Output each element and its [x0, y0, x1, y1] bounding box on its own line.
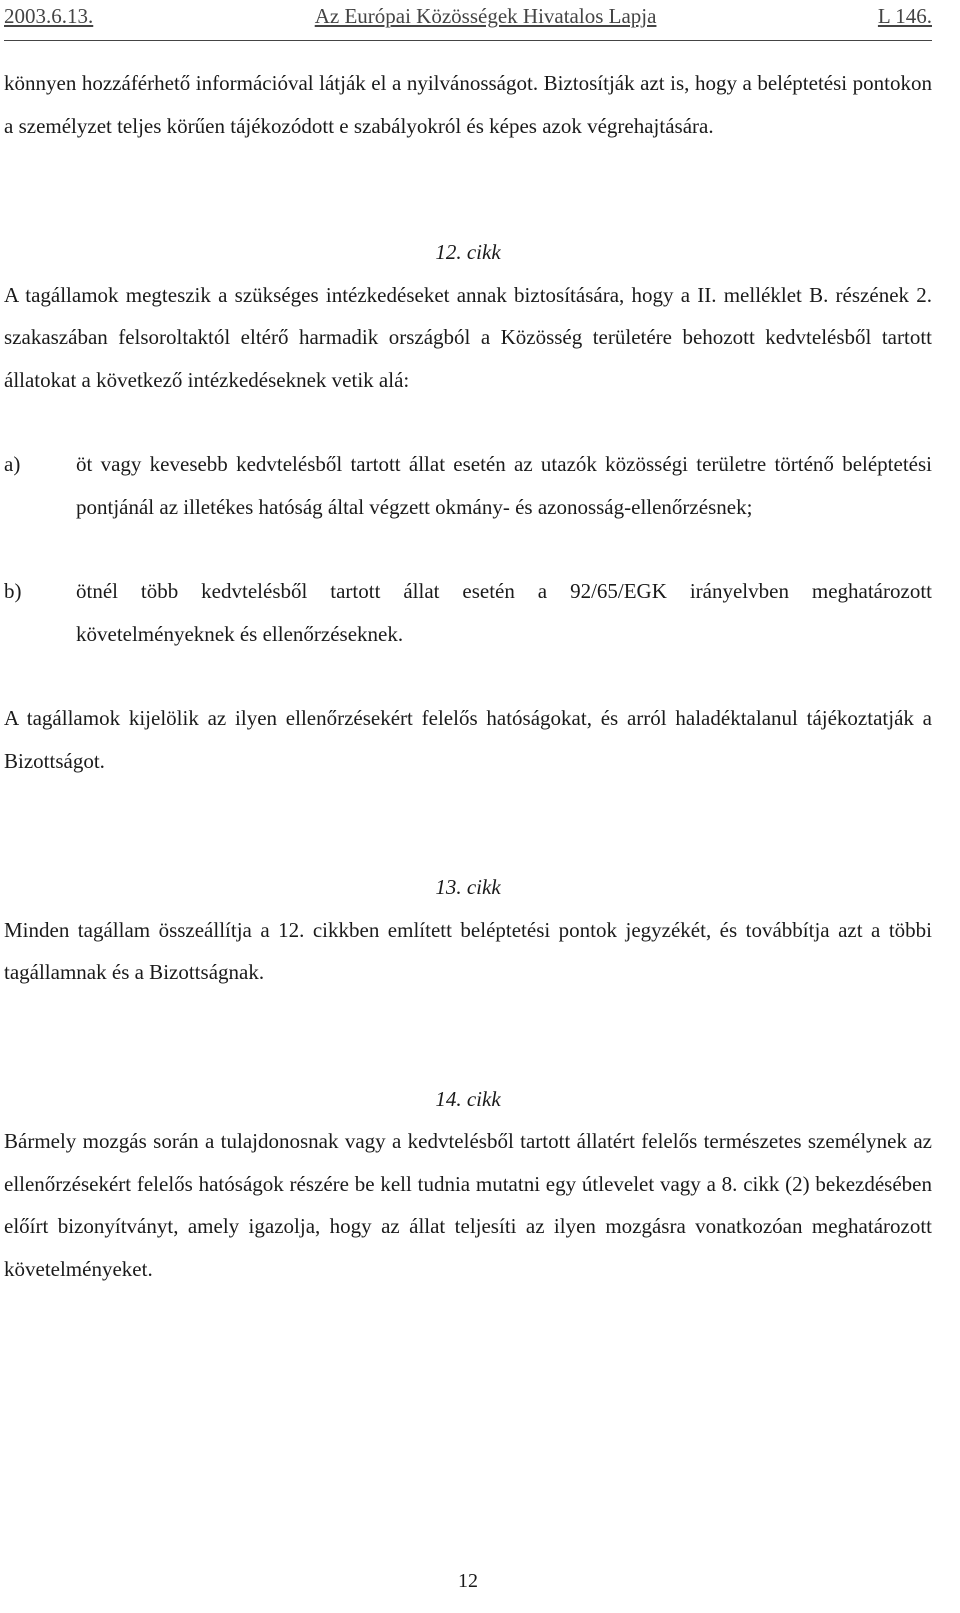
page-header — [4, 4, 932, 40]
list-item-marker: b) — [4, 579, 22, 603]
intro-paragraph: könnyen hozzáférhető információval látják el a nyilvánosságot. Biztosítják azt is, hogy a beléptetési pontokon a személyzet teljes körűen tájékozódott e szabályokról és képes azok végrehajtására. — [4, 71, 932, 138]
header-date: 2003.6.13. — [4, 4, 94, 28]
article-13-paragraph: Minden tagállam összeállítja a 12. cikkben említett beléptetési pontok jegyzékét, és továbbítja azt a többi tagállamnak és a Bizottságnak. — [4, 917, 932, 984]
article-14-paragraph: Bármely mozgás során a tulajdonosnak vagy a kedvtelésből tartott állatért felelős természetes személynek az ellenőrzésekért felelős hatóságok részére be kell tudnia mutatni egy útlevelet vagy a 8. cikk (2) bekezdésében előírt bizonyítványt, amely igazolja, hogy az állat teljesíti az ilyen mozgásra vonatkozóan meghatározott követelményeket. — [4, 1129, 932, 1281]
article-12-heading: 12. cikk — [435, 240, 501, 264]
article-13-heading: 13. cikk — [435, 875, 501, 899]
list-item-marker: a) — [4, 452, 21, 476]
article-14-heading: 14. cikk — [435, 1086, 501, 1111]
header-issue-number: L 146. — [877, 4, 932, 28]
list-item — [4, 443, 932, 528]
list-item-text: öt vagy kevesebb kedvtelésből tartott állat esetén az utazók közösségi területre történő beléptetési pontjánál az illetékes hatóság által végzett okmány- és azonosság-ellenőrzésnek; — [76, 452, 932, 519]
header-journal-title: Az Európai Közösségek Hivatalos Lapja — [314, 4, 657, 28]
list-item-text: ötnél több kedvtelésből tartott állat esetén a 92/65/EGK irányelvben meghatározott követelményeknek és ellenőrzéseknek. — [76, 579, 932, 646]
list-item — [4, 570, 932, 655]
header-rule — [4, 40, 932, 41]
article-12-paragraph-2: A tagállamok kijelölik az ilyen ellenőrzésekért felelős hatóságokat, és arról haladéktalanul tájékoztatják a Bizottságot. — [4, 706, 932, 773]
page-number: 12 — [458, 1570, 478, 1592]
article-12-paragraph-1: A tagállamok megteszik a szükséges intézkedéseket annak biztosítására, hogy a II. melléklet B. részének 2. szakaszában felsoroltaktól eltérő harmadik országból a Közösség területére behozott kedvtelésből tartott állatokat a következő intézkedéseknek vetik alá: — [4, 282, 932, 392]
document-body — [4, 62, 932, 1290]
